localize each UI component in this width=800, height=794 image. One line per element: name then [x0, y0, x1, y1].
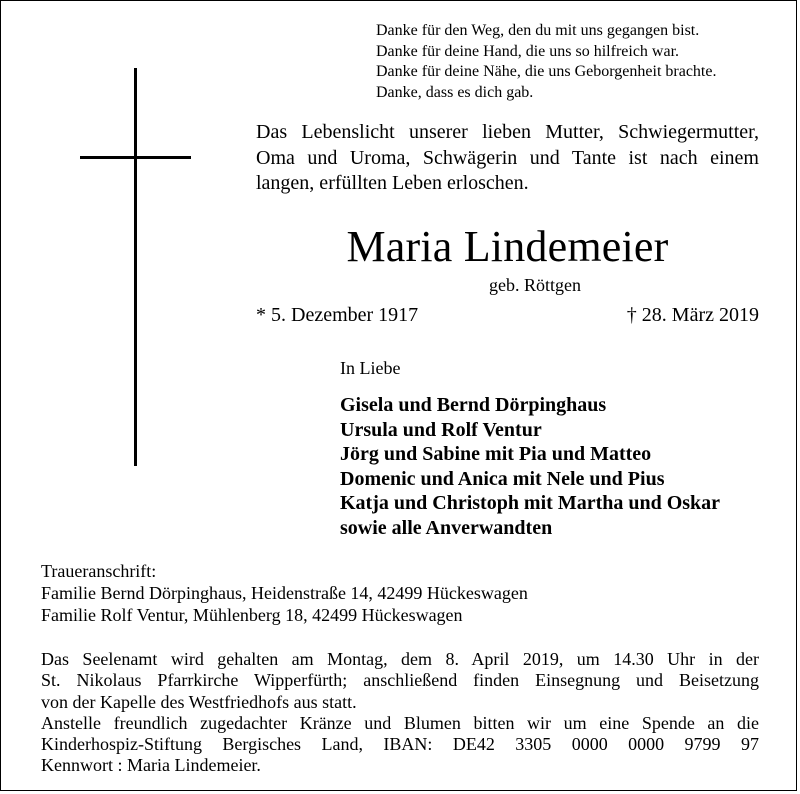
- mourner-line: Gisela und Bernd Dörpinghaus: [340, 394, 607, 416]
- mourner-line: sowie alle Anverwandten: [340, 516, 553, 539]
- mourners-list: [340, 393, 720, 540]
- deceased-name: Maria Lindemeier: [346, 222, 669, 271]
- address-line: Familie Bernd Dörpinghaus, Heidenstraße 14, 42499 Hückeswagen: [41, 583, 528, 603]
- birth-date: * 5. Dezember 1917: [256, 304, 419, 326]
- mourners-heading: In Liebe: [340, 358, 401, 378]
- cross-horizontal-bar: [80, 156, 191, 159]
- service-line: Anstelle freundlich zugedachter Kränze und Blumen bitten wir um eine Spende an die: [41, 712, 759, 733]
- service-line: Kinderhospiz-Stiftung Bergisches Land, IBAN: DE42 3305 0000 0000 9799 97: [41, 734, 759, 755]
- intro-text: [256, 120, 759, 197]
- poem-line: Danke für deine Hand, die uns so hilfreich war.: [376, 42, 680, 60]
- address-heading: Traueranschrift:: [41, 561, 157, 581]
- service-info: [41, 649, 759, 777]
- mourner-line: Ursula und Rolf Ventur: [340, 418, 542, 441]
- service-line: Kennwort : Maria Lindemeier.: [41, 755, 261, 776]
- poem-line: Danke für deine Nähe, die uns Geborgenheit brachte.: [376, 63, 717, 80]
- maiden-name: geb. Röttgen: [489, 275, 581, 295]
- service-line: von der Kapelle des Westfriedhofs aus statt.: [41, 691, 357, 712]
- service-line: St. Nikolaus Pfarrkirche Wipperfürth; anschließend finden Einsegnung und Beisetzung: [41, 670, 759, 691]
- intro-line: Oma und Uroma, Schwägerin und Tante ist nach einem: [256, 146, 759, 169]
- mourning-address: [41, 560, 528, 626]
- intro-line: Das Lebenslicht unserer lieben Mutter, Schwiegermutter,: [256, 121, 759, 143]
- mourner-line: Jörg und Sabine mit Pia und Matteo: [340, 443, 652, 465]
- poem-line: Danke, dass es dich gab.: [376, 83, 534, 101]
- service-line: Das Seelenamt wird gehalten am Montag, dem 8. April 2019, um 14.30 Uhr in der: [41, 649, 759, 669]
- intro-line: langen, erfüllten Leben erloschen.: [256, 172, 529, 194]
- poem-line: Danke für den Weg, den du mit uns gegangen bist.: [376, 22, 700, 39]
- mourner-line: Katja und Christoph mit Martha und Oskar: [340, 492, 721, 514]
- cross-vertical-bar: [134, 68, 137, 466]
- poem: [376, 21, 716, 103]
- address-line: Familie Rolf Ventur, Mühlenberg 18, 42499 Hückeswagen: [41, 605, 463, 625]
- mourner-line: Domenic und Anica mit Nele und Pius: [340, 467, 665, 490]
- death-date: † 28. März 2019: [626, 304, 759, 326]
